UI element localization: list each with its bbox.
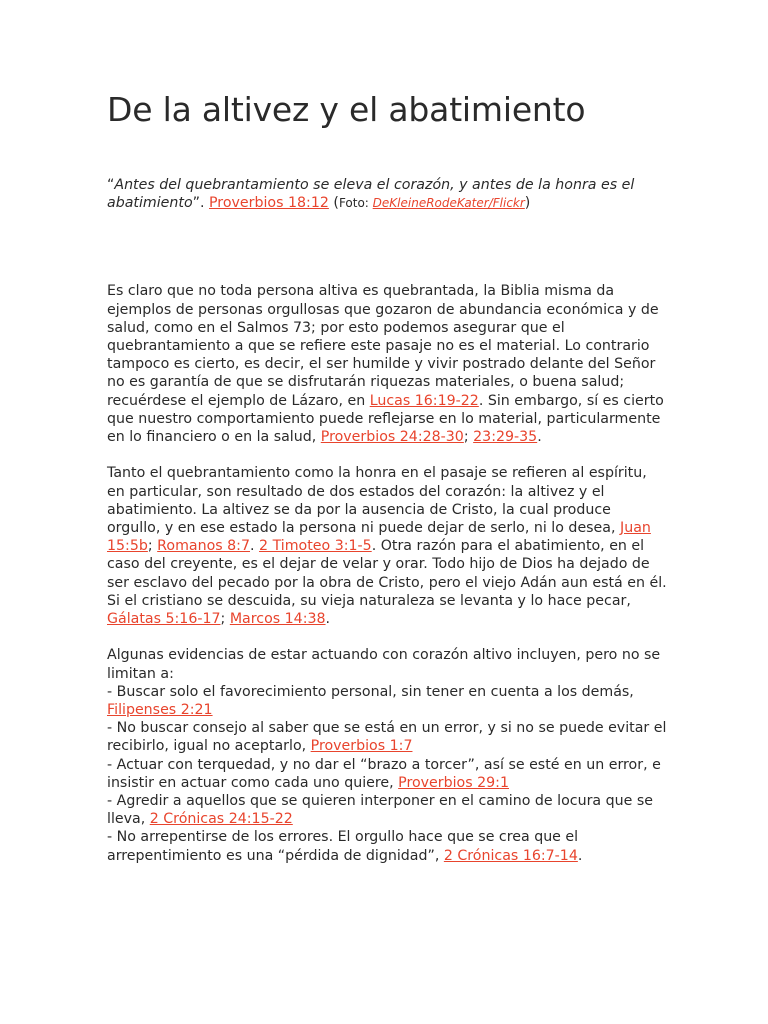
reference-link-timoteo[interactable]: 2 Timoteo 3:1-5	[259, 538, 372, 555]
separator: .	[325, 611, 331, 628]
paragraph-3	[107, 646, 667, 864]
separator: ;	[463, 429, 474, 446]
reference-link-cronicas-16[interactable]: 2 Crónicas 16:7-14	[443, 847, 578, 864]
separator: ;	[220, 611, 230, 628]
page-title: De la altivez y el abatimiento	[107, 90, 586, 129]
separator: .	[250, 538, 260, 555]
article-body	[107, 282, 667, 864]
paragraph-2	[107, 464, 667, 628]
credit-close: )	[524, 195, 531, 212]
photo-credit-link[interactable]: DeKleineRodeKater/Flickr	[372, 196, 525, 211]
paragraph-text: . Otra razón para el abatimiento, en el caso del creyente, es el dejar de velar y orar. Todo hijo de Dios ha dejado de ser esclavo del pecado por la obra de Cristo, pero el viejo Adán aun está en él. Si el cristiano se descuida, su vieja naturaleza se levanta y lo hace pecar,	[107, 538, 667, 609]
list-item-text: - No buscar consejo al saber que se está en un error, y si no se puede evitar el recibirlo, igual no aceptarlo,	[107, 720, 667, 755]
list-intro: Algunas evidencias de estar actuando con corazón altivo incluyen, pero no se limitan a:	[107, 647, 661, 682]
paragraph-text: . Sin embargo, sí es cierto que nuestro comportamiento puede reflejarse en lo material, particularmente en lo financiero o en la salud,	[107, 392, 664, 446]
separator: .	[577, 847, 583, 864]
list-item	[107, 719, 667, 755]
separator: .	[537, 429, 542, 446]
reference-link-23-29[interactable]: 23:29-35	[473, 429, 538, 446]
quote-reference-link[interactable]: Proverbios 18:12	[209, 195, 329, 212]
list-item-text: - No arrepentirse de los errores. El orgullo hace que se crea que el arrepentimiento es una “pérdida de dignidad”,	[107, 829, 579, 864]
list-item-text: - Actuar con terquedad, y no dar el “brazo a torcer”, así se esté en un error, e insistir en actuar como cada uno quiere,	[107, 756, 661, 791]
reference-link-marcos[interactable]: Marcos 14:38	[229, 611, 326, 628]
reference-link-juan[interactable]: Juan 15:5b	[107, 520, 651, 555]
list-item-text: - Buscar solo el favorecimiento personal, sin tener en cuenta a los demás,	[107, 683, 634, 700]
list-item	[107, 828, 667, 864]
photo-credit-label: Foto:	[338, 196, 373, 211]
article	[107, 88, 667, 883]
reference-link-galatas[interactable]: Gálatas 5:16-17	[107, 611, 221, 628]
reference-link-proverbios-24[interactable]: Proverbios 24:28-30	[320, 429, 464, 446]
reference-link-proverbios-29[interactable]: Proverbios 29:1	[398, 774, 509, 791]
credit-open: (	[328, 195, 339, 212]
quote-open-mark: “	[107, 177, 115, 193]
reference-link-romanos[interactable]: Romanos 8:7	[157, 538, 250, 555]
quote-close-mark: ”.	[192, 195, 209, 212]
reference-link-filipenses[interactable]: Filipenses 2:21	[107, 702, 213, 719]
reference-link-cronicas-24[interactable]: 2 Crónicas 24:15-22	[149, 811, 293, 828]
list-item	[107, 756, 667, 792]
separator: ;	[147, 538, 158, 555]
list-item-text: - Agredir a aquellos que se quieren interponer en el camino de locura que se lleva,	[107, 793, 653, 828]
paragraph-text: Tanto el quebrantamiento como la honra en el pasaje se refieren al espíritu, en particular, son resultado de dos estados del corazón: la altivez y el abatimiento. La altivez se da por la ausencia de Cristo, la cual produce orgullo, y en ese estado la persona ni puede dejar de serlo, ni lo desea,	[107, 465, 647, 537]
list-item	[107, 792, 667, 828]
paragraph-text: Es claro que no toda persona altiva es quebrantada, la Biblia misma da ejemplos de personas orgullosas que gozaron de abundancia económica y de salud, como en el Salmos 73; por esto podemos asegurar que el quebrantamiento a que se refiere este pasaje no es el material. Lo contrario tampoco es cierto, es decir, el ser humilde y vivir postrado delante del Señor no es garantía de que se disfrutarán riquezas materiales, o buena salud; recuérdese el ejemplo de Lázaro, en	[107, 283, 659, 409]
quote-text: Antes del quebrantamiento se eleva el corazón, y antes de la honra es el abatimiento	[107, 177, 635, 212]
reference-link-lucas[interactable]: Lucas 16:19-22	[369, 392, 479, 409]
epigraph-quote	[107, 176, 667, 212]
reference-link-proverbios-1[interactable]: Proverbios 1:7	[310, 738, 413, 755]
list-item	[107, 683, 667, 719]
paragraph-1	[107, 282, 667, 446]
